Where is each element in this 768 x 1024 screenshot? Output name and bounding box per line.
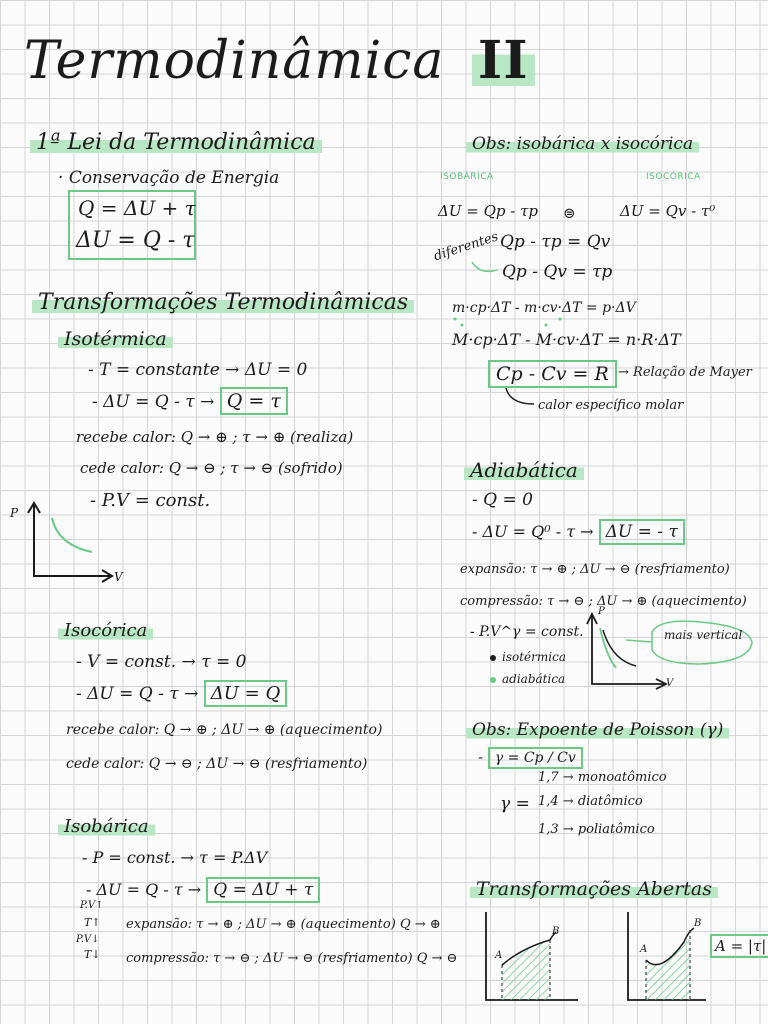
leg2-text: adiabática — [502, 672, 566, 686]
lei-eq2: ΔU = Q - τ — [76, 228, 195, 253]
graph3-label-a: A — [495, 950, 503, 961]
lei-item1: · Conservação de Energia — [58, 168, 280, 188]
isobarica-heading: Isobárica — [58, 816, 155, 837]
isobarica-side3: P.V↓ — [76, 934, 100, 945]
graph1-ylabel: P — [10, 506, 19, 520]
isocorica-l4: cede calor: Q → ⊖ ; ΔU → ⊖ (resfriamento) — [66, 756, 368, 772]
obs1-calor-note: calor específico molar — [538, 398, 684, 413]
lei-item1-text: Conservação de Energia — [68, 168, 280, 188]
isocorica-l2-text: - ΔU = Q - τ → — [76, 684, 199, 704]
title-text: Termodinâmica — [24, 31, 445, 91]
isocorica-l1: - V = const. → τ = 0 — [76, 652, 247, 672]
obs1-label-left: ISOBÁRICA — [440, 172, 494, 182]
obs2-eq-box: γ = Cp / Cv — [488, 747, 583, 769]
isobarica-side1: P.V↑ — [80, 900, 104, 911]
adiabatica-l4: compressão: τ → ⊖ ; ΔU → ⊕ (aquecimento) — [460, 594, 747, 609]
obs1-eq-left: ΔU = Qp - τp — [438, 202, 538, 220]
adiabatica-result-box: ΔU = - τ — [599, 519, 685, 545]
isobarica-l4: compressão: τ → ⊖ ; ΔU → ⊖ (resfriamento) Q → ⊖ — [126, 951, 458, 966]
isotermica-l1: - T = constante → ΔU = 0 — [88, 360, 308, 380]
obs2-eq: - γ = Cp / Cv — [478, 748, 583, 766]
isocorica-heading: Isocórica — [58, 620, 153, 641]
obs1-eq3: Qp - τp = Qv — [500, 232, 611, 252]
lei-eq1: Q = ΔU + τ — [78, 196, 196, 220]
adiabatica-l3: expansão: τ → ⊕ ; ΔU → ⊖ (resfriamento) — [460, 562, 730, 577]
graph3-label-b: B — [552, 926, 560, 937]
isobarica-l3: expansão: τ → ⊕ ; ΔU → ⊕ (aquecimento) Q → ⊕ — [126, 917, 441, 932]
isotermica-l4: cede calor: Q → ⊖ ; τ → ⊖ (sofrido) — [80, 459, 343, 477]
obs1-eq-right: ΔU = Qv - τ⁰ — [620, 202, 716, 220]
obs2-v1: 1,7 → monoatômico — [538, 770, 667, 785]
adiabatica-l5: - P.V^γ = const. — [470, 624, 584, 640]
obs2-heading: Obs: Expoente de Poisson (γ) — [466, 720, 729, 740]
isobarica-side4: T↓ — [84, 948, 101, 961]
isotermica-l3: recebe calor: Q → ⊕ ; τ → ⊕ (realiza) — [76, 428, 354, 446]
isocorica-l3: recebe calor: Q → ⊕ ; ΔU → ⊕ (aquecimento) — [66, 722, 383, 738]
obs1-eq4: Qp - Qv = τp — [502, 262, 613, 282]
title-number: II — [472, 30, 535, 91]
graph2-xlabel: V — [666, 678, 674, 689]
obs1-diferentes: diferentes — [432, 229, 501, 265]
adiabatica-note: mais vertical — [664, 628, 743, 642]
isotermica-l2-text: - ΔU = Q - τ → — [92, 392, 215, 412]
transf-heading: Transformações Termodinâmicas — [32, 290, 414, 315]
abertas-box: A = |τ| — [710, 934, 768, 958]
obs1-label-right: ISOCÓRICA — [646, 172, 701, 182]
adiabatica-heading: Adiabática — [464, 458, 584, 482]
lei-heading: 1ª Lei da Termodinâmica — [30, 130, 322, 155]
obs2-v2: 1,4 → diatômico — [538, 794, 643, 809]
obs1-mayer-note: → Relação de Mayer — [618, 365, 752, 380]
isotermica-heading: Isotérmica — [58, 328, 173, 350]
obs2-v3: 1,3 → poliatômico — [538, 822, 655, 837]
isocorica-result-box: ΔU = Q — [204, 680, 287, 707]
graph1-xlabel: V — [114, 570, 123, 584]
adiabatica-l1: - Q = 0 — [472, 490, 533, 510]
graph4-label-a: A — [640, 944, 648, 955]
isobarica-l1: - P = const. → τ = P.ΔV — [82, 848, 268, 867]
obs1-eq5: m·cp·ΔT - m·cv·ΔT = p·ΔV — [452, 300, 636, 316]
graph4-label-b: B — [694, 918, 702, 929]
isobarica-result-box: Q = ΔU + τ — [206, 877, 320, 903]
isobarica-l2-text: - ΔU = Q - τ → — [86, 880, 202, 899]
isotermica-l5: - P.V = const. — [90, 490, 211, 511]
obs2-g: γ = — [500, 794, 530, 814]
obs1-heading: Obs: isobárica x isocórica — [466, 134, 699, 154]
obs1-mayer-box: Cp - Cv = R — [488, 360, 617, 388]
isobarica-side2: T↑ — [84, 916, 101, 929]
obs1-eq-sep: ⊜ — [563, 204, 576, 222]
adiabatica-l2-text: - ΔU = Q⁰ - τ → — [472, 522, 594, 541]
isotermica-result-box: Q = τ — [220, 387, 288, 415]
obs1-eq6: M·cp·ΔT - M·cv·ΔT = n·R·ΔT — [452, 330, 681, 349]
graph2-ylabel: P — [598, 606, 605, 617]
abertas-heading: Transformações Abertas — [470, 878, 718, 900]
leg1-text: isotérmica — [502, 650, 566, 664]
